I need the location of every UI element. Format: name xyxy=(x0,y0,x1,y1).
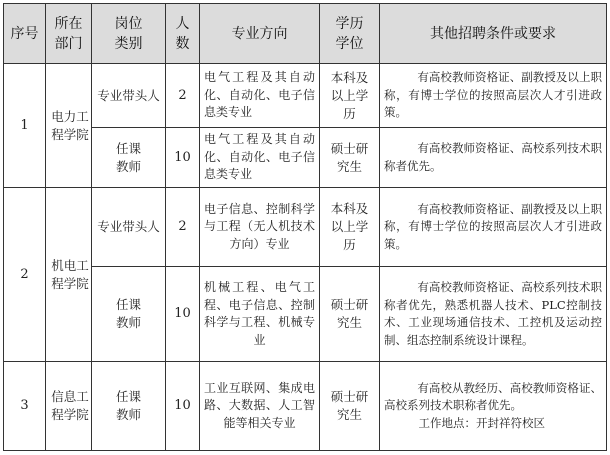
row-degree: 硕士研究生 xyxy=(320,362,380,451)
row-seq: 2 xyxy=(4,188,46,362)
row-position: 专业带头人 xyxy=(92,188,166,267)
header-dept: 所在部门 xyxy=(46,4,92,64)
header-position: 岗位类别 xyxy=(92,4,166,64)
conditions-text: 有高校从教经历、高校教师资格证、高校系列技术职称者优先。 xyxy=(384,380,602,413)
table-row xyxy=(4,362,607,451)
row-seq: 3 xyxy=(4,362,46,451)
row-degree: 本科及以上学历 xyxy=(320,188,380,267)
row-count: 10 xyxy=(166,128,200,188)
row-major: 机械工程、电气工程、电子信息、控制科学与工程、机械专业 xyxy=(200,267,320,362)
header-degree: 学历学位 xyxy=(320,4,380,64)
row-position: 任课教师 xyxy=(92,128,166,188)
row-position: 任课教师 xyxy=(92,362,166,451)
row-conditions: 有高校教师资格证、高校系列技术职称者优先。 xyxy=(380,128,607,188)
header-conditions: 其他招聘条件或要求 xyxy=(380,4,607,64)
header-seq: 序号 xyxy=(4,4,46,64)
table-row xyxy=(4,64,607,128)
table-header xyxy=(4,4,607,64)
row-conditions: 有高校教师资格证、副教授及以上职称，有博士学位的按照高层次人才引进政策。 xyxy=(380,64,607,128)
row-degree: 本科及以上学历 xyxy=(320,64,380,128)
row-degree: 硕士研究生 xyxy=(320,128,380,188)
row-position: 专业带头人 xyxy=(92,64,166,128)
row-position: 任课教师 xyxy=(92,267,166,362)
header-major: 专业方向 xyxy=(200,4,320,64)
work-location: 工作地点：开封祥符校区 xyxy=(418,415,545,430)
table-row xyxy=(4,128,607,188)
header-count: 人数 xyxy=(166,4,200,64)
row-conditions xyxy=(380,362,607,451)
row-conditions: 有高校教师资格证、高校系列技术职称者优先，熟悉机器人技术、PLC控制技术、工业现场通信技术、工控机及运动控制、组态控制系统设计课程。 xyxy=(380,267,607,362)
row-major: 电气工程及其自动化、自动化、电子信息类专业 xyxy=(200,128,320,188)
recruitment-table xyxy=(3,3,607,451)
row-major: 工业互联网、集成电路、大数据、人工智能等相关专业 xyxy=(200,362,320,451)
row-dept: 信息工程学院 xyxy=(46,362,92,451)
row-count: 10 xyxy=(166,267,200,362)
table-row xyxy=(4,188,607,267)
row-conditions: 有高校教师资格证、副教授及以上职称，有博士学位的按照高层次人才引进政策。 xyxy=(380,188,607,267)
row-dept: 电力工程学院 xyxy=(46,64,92,188)
row-count: 10 xyxy=(166,362,200,451)
row-count: 2 xyxy=(166,188,200,267)
row-dept: 机电工程学院 xyxy=(46,188,92,362)
table-row xyxy=(4,267,607,362)
row-degree: 硕士研究生 xyxy=(320,267,380,362)
row-major: 电气工程及其自动化、自动化、电子信息类专业 xyxy=(200,64,320,128)
row-major: 电子信息、控制科学与工程（无人机技术方向）专业 xyxy=(200,188,320,267)
row-count: 2 xyxy=(166,64,200,128)
row-seq: 1 xyxy=(4,64,46,188)
